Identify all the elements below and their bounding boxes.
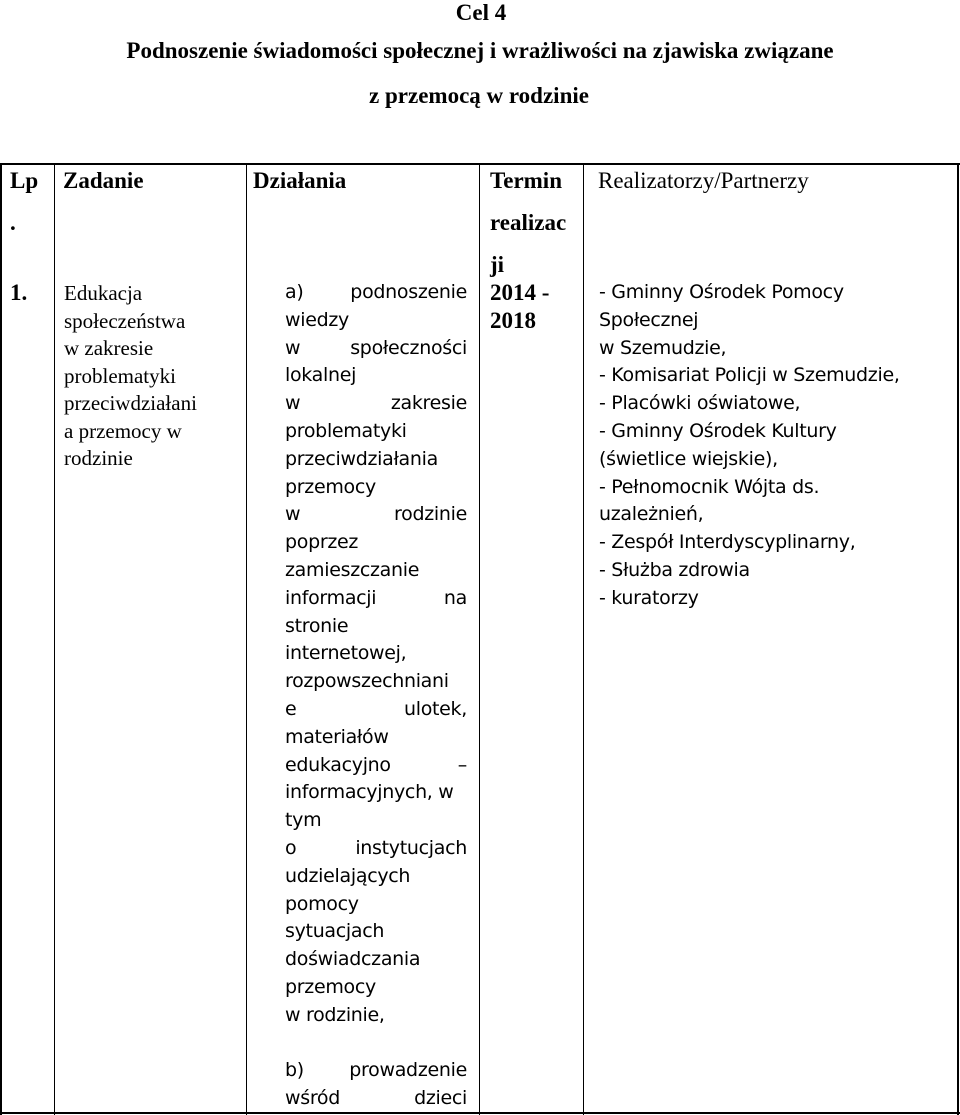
realizator-line: uzależnień, [599, 503, 704, 526]
document-subtitle-line1: Podnoszenie świadomości społecznej i wrażliwości na zjawiska związane [126, 38, 834, 63]
table-divider-realizatorzy [583, 163, 584, 1115]
document-subtitle-line2: z przemocą w rodzinie [369, 83, 589, 108]
dzialania-line: materiałów [285, 725, 389, 748]
column-header-zadanie: Zadanie [63, 168, 144, 193]
row1-zadanie-line: w zakresie [64, 336, 154, 360]
dzialania-line: problematyki [285, 419, 407, 442]
column-header-termin-line1: Termin [490, 168, 562, 193]
dzialania-line: pomocy [285, 892, 359, 915]
row1-zadanie-line: rodzinie [64, 446, 133, 470]
realizator-line: w Szemudzie, [599, 336, 727, 359]
table-divider-dzialania [246, 163, 247, 1115]
dzialania-line: informacyjnych, w [285, 781, 454, 804]
column-header-dzialania: Działania [253, 168, 347, 193]
table-border-bottom [0, 1112, 960, 1114]
dzialania-line: przemocy [285, 475, 376, 498]
dzialania-line: edukacyjno – [285, 753, 467, 776]
column-header-lp [10, 160, 52, 244]
column-header-realizatorzy: Realizatorzy/Partnerzy [598, 168, 809, 193]
dzialania-line: wśród dzieci [285, 1086, 467, 1109]
column-header-termin [490, 160, 580, 286]
row1-zadanie-line: a przemocy w [64, 418, 182, 443]
dzialania-line: wiedzy [285, 308, 349, 331]
dzialania-line: lokalnej [285, 364, 357, 387]
realizator-line: - Służba zdrowia [599, 558, 750, 581]
realizator-line: - Komisariat Policji w Szemudzie, [599, 364, 900, 387]
dzialania-line: zamieszczanie [285, 558, 420, 581]
dzialania-line: w rodzinie [285, 503, 467, 526]
dzialania-line: poprzez [285, 531, 359, 554]
realizator-line: - kuratorzy [599, 586, 699, 609]
dzialania-line: doświadczania [285, 948, 421, 971]
realizator-line: (świetlice wiejskie), [599, 447, 778, 470]
row1-zadanie-line: przeciwdziałani [64, 391, 197, 415]
termin-line: 2014 - [490, 280, 550, 305]
dzialania-line: rozpowszechniani [285, 670, 449, 693]
termin-line: 2018 [490, 308, 536, 333]
dzialania-line: sytuacjach [285, 920, 385, 943]
realizator-line: - Gminny Ośrodek Pomocy [599, 281, 844, 303]
dzialania-line: stronie [285, 614, 349, 637]
dzialania-line: tym [285, 809, 322, 832]
table-border-top [0, 163, 960, 165]
dzialania-line: e ulotek, [285, 697, 467, 720]
dzialania-line: w społeczności [285, 336, 467, 359]
row1-lp: 1. [10, 280, 28, 305]
column-header-lp-line2: . [10, 210, 16, 235]
dzialania-line: udzielających [285, 864, 411, 887]
table-border-left [0, 163, 2, 1115]
realizator-line: - Zespół Interdyscyplinarny, [599, 531, 856, 554]
dzialania-line: w rodzinie, [285, 1003, 385, 1026]
table-divider-lp [54, 163, 55, 1115]
column-header-termin-line3: ji [490, 252, 505, 277]
column-header-termin-line2: realizac [490, 210, 567, 235]
realizator-line: Społecznej [599, 308, 699, 331]
column-header-lp-line1: Lp [10, 168, 39, 193]
table-border-right [957, 163, 959, 1115]
realizator-line: - Gminny Ośrodek Kultury [599, 419, 837, 442]
row1-termin [490, 279, 549, 335]
dzialania-line: przemocy [285, 975, 376, 998]
realizator-line: - Pełnomocnik Wójta ds. [599, 475, 820, 498]
dzialania-line: informacji na [285, 586, 467, 609]
dzialania-line: internetowej, [285, 642, 407, 665]
row1-realizatorzy [599, 279, 949, 613]
row1-dzialania-a [285, 279, 467, 1030]
dzialania-line: w zakresie [285, 392, 467, 415]
row1-zadanie-line: problematyki [64, 363, 176, 388]
row1-dzialania-b [285, 1057, 467, 1113]
dzialania-line: a) podnoszenie [285, 281, 467, 303]
row1-zadanie-line: Edukacja [64, 281, 143, 305]
document-title: Cel 4 [455, 0, 507, 25]
row1-zadanie-line: społeczeństwa [64, 308, 186, 333]
table-divider-termin [479, 163, 480, 1115]
dzialania-line: b) prowadzenie [285, 1059, 467, 1081]
dzialania-line: przeciwdziałania [285, 447, 438, 470]
dzialania-line: o instytucjach [285, 836, 467, 859]
row1-zadanie [64, 280, 239, 473]
realizator-line: - Placówki oświatowe, [599, 392, 801, 415]
